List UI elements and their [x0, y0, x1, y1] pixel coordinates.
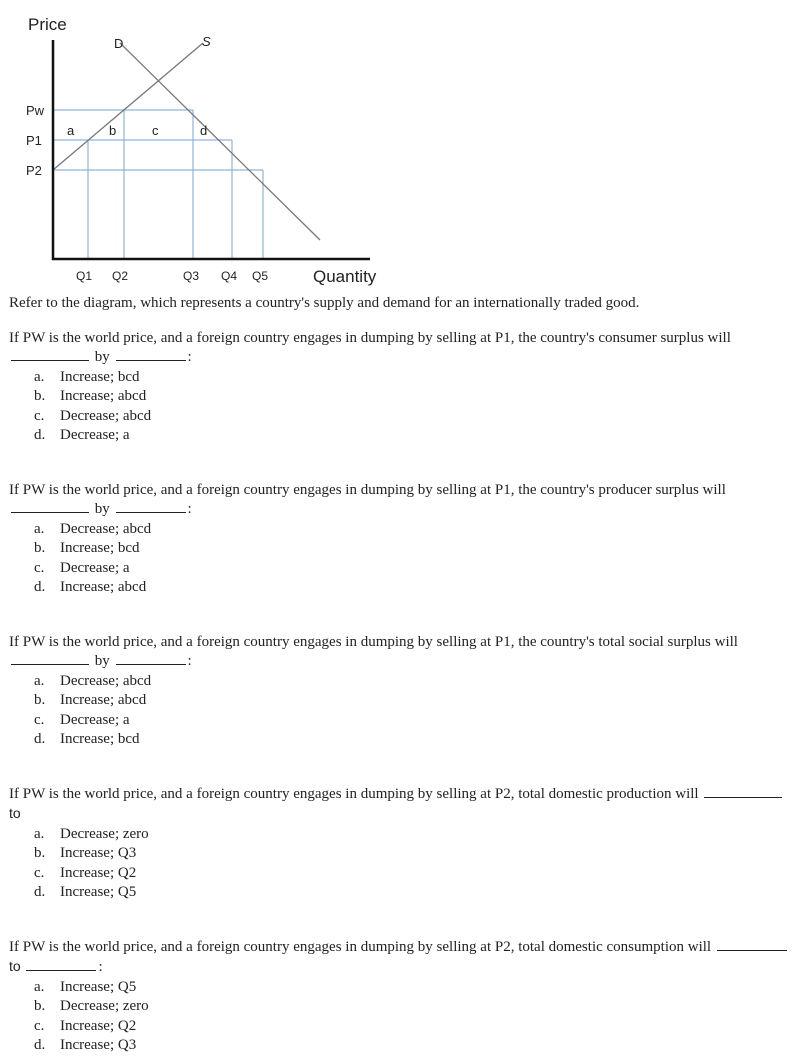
options-list — [9, 368, 799, 446]
quantity-label-q5: Q5 — [252, 269, 269, 283]
area-label-a: a — [67, 123, 75, 138]
option-item[interactable]: c. Decrease; a — [34, 559, 130, 576]
option-item[interactable]: b. Increase; abcd — [34, 692, 147, 708]
demand-label: D — [114, 36, 124, 51]
option-item[interactable]: a. Decrease; abcd — [34, 520, 152, 537]
answer-blank — [116, 348, 186, 361]
answer-blank — [11, 500, 89, 513]
question-5 — [9, 938, 799, 1056]
answer-blank — [717, 938, 787, 951]
option-item[interactable]: b. Decrease; zero — [34, 998, 149, 1014]
option-item[interactable]: a. Decrease; zero — [34, 825, 149, 842]
quantity-label-q4: Q4 — [221, 269, 238, 283]
option-item[interactable]: b. Increase; Q3 — [34, 845, 137, 861]
price-label-p1: P1 — [26, 133, 42, 148]
y-axis-label: Price — [28, 15, 67, 34]
options-list — [9, 520, 799, 598]
intro-text: Refer to the diagram, which represents a country's supply and demand for an internationally traded good. — [9, 295, 640, 311]
supply-demand-diagram — [0, 0, 410, 292]
question-stem: If PW is the world price, and a foreign country engages in dumping by selling at P1, the country's producer surplus will by : — [9, 481, 726, 517]
answer-blank — [116, 500, 186, 513]
option-item[interactable]: c. Increase; Q2 — [34, 1017, 137, 1034]
option-item[interactable]: d. Increase; bcd — [34, 731, 140, 747]
quantity-label-q1: Q1 — [76, 269, 93, 283]
options-list — [9, 825, 799, 903]
answer-blank — [116, 652, 186, 665]
price-label-pw: Pw — [26, 103, 45, 118]
question-1 — [9, 329, 799, 446]
answer-blank — [11, 652, 89, 665]
question-4 — [9, 785, 799, 903]
question-stem: If PW is the world price, and a foreign country engages in dumping by selling at P1, the country's consumer surplus will by : — [9, 329, 731, 365]
x-axis-label: Quantity — [313, 267, 377, 286]
quantity-label-q3: Q3 — [183, 269, 200, 283]
option-item[interactable]: b. Increase; abcd — [34, 388, 147, 404]
option-item[interactable]: d. Increase; Q5 — [34, 884, 137, 900]
supply-label: S — [202, 34, 211, 49]
option-item[interactable]: a. Decrease; abcd — [34, 672, 152, 689]
question-stem: If PW is the world price, and a foreign country engages in dumping by selling at P2, total domestic production will to — [9, 785, 799, 825]
option-item[interactable]: d. Increase; Q3 — [34, 1037, 137, 1053]
supply-curve — [53, 43, 203, 170]
options-list — [9, 672, 799, 750]
option-item[interactable]: c. Decrease; abcd — [34, 407, 152, 424]
option-item[interactable]: c. Decrease; a — [34, 711, 130, 728]
option-item[interactable]: c. Increase; Q2 — [34, 864, 137, 881]
question-3 — [9, 633, 799, 750]
option-item[interactable]: d. Decrease; a — [34, 427, 130, 443]
area-label-d: d — [200, 123, 208, 138]
demand-curve — [120, 43, 320, 240]
area-label-b: b — [109, 123, 117, 138]
question-stem: If PW is the world price, and a foreign country engages in dumping by selling at P1, the country's total social surplus will by : — [9, 633, 738, 669]
answer-blank — [11, 348, 89, 361]
question-stem: If PW is the world price, and a foreign country engages in dumping by selling at P2, total domestic consumption will to : — [9, 938, 799, 978]
option-item[interactable]: d. Increase; abcd — [34, 579, 147, 595]
quantity-label-q2: Q2 — [112, 269, 129, 283]
answer-blank — [26, 958, 96, 971]
question-content — [9, 294, 799, 1056]
question-2 — [9, 481, 799, 598]
area-label-c: c — [152, 123, 159, 138]
option-item[interactable]: a. Increase; Q5 — [34, 978, 137, 995]
answer-blank — [704, 785, 782, 798]
option-item[interactable]: a. Increase; bcd — [34, 368, 140, 385]
option-item[interactable]: b. Increase; bcd — [34, 540, 140, 556]
options-list — [9, 978, 799, 1056]
price-label-p2: P2 — [26, 163, 42, 178]
